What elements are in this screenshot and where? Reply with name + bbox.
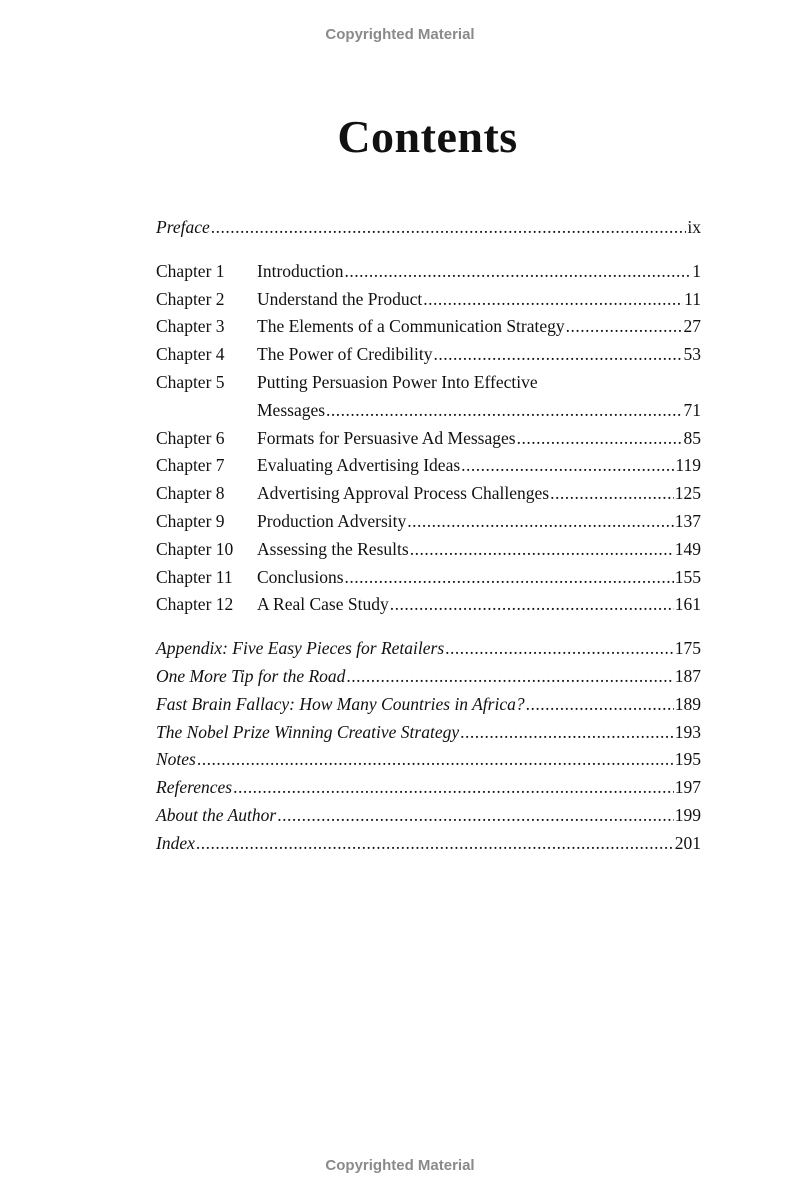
chapter-number: Chapter 7 [156, 455, 225, 476]
toc-entry-chapter-12[interactable] [156, 591, 701, 619]
toc-page-number: 161 [674, 594, 701, 615]
chapter-number: Chapter 1 [156, 260, 225, 281]
dot-leader [345, 258, 692, 286]
chapter-number: Chapter 3 [156, 316, 225, 337]
dot-leader [461, 452, 674, 480]
toc-page-number: 149 [674, 538, 701, 559]
toc-entry-title: About the Author [156, 804, 277, 825]
chapter-title: Assessing the Results [257, 538, 409, 559]
dot-leader [196, 830, 674, 858]
chapter-number: Chapter 11 [156, 566, 233, 587]
dot-leader [345, 564, 674, 592]
toc-entry-chapter-6[interactable] [156, 425, 701, 453]
toc-entry-chapter-5[interactable] [156, 369, 701, 397]
toc-page-number: 193 [674, 721, 701, 742]
toc-entry-chapter-11[interactable] [156, 564, 701, 592]
toc-page-number: ix [687, 217, 701, 237]
toc-page-number: 27 [683, 316, 701, 337]
chapter-title: Evaluating Advertising Ideas [257, 455, 461, 476]
dot-leader [566, 313, 683, 341]
toc-page-number: 53 [683, 344, 701, 365]
toc-entry-title: References [156, 777, 233, 798]
toc-entry-chapter-4[interactable] [156, 341, 701, 369]
toc-page-number: 11 [684, 288, 701, 309]
chapter-title-line-2: Messages [257, 399, 326, 420]
dot-leader [211, 214, 687, 242]
chapter-number: Chapter 8 [156, 483, 225, 504]
toc-entry-fast-brain-fallacy[interactable] [156, 691, 701, 719]
chapter-title: A Real Case Study [257, 594, 389, 615]
toc-entry-chapter-3[interactable] [156, 313, 701, 341]
toc-page-number: 197 [674, 777, 701, 798]
chapter-number: Chapter 6 [156, 427, 225, 448]
dot-leader [346, 663, 673, 691]
toc-entry-title: Preface [156, 217, 210, 237]
dot-leader [407, 508, 674, 536]
chapter-title: The Power of Credibility [257, 344, 433, 365]
copyright-watermark-top: Copyrighted Material [325, 26, 475, 43]
toc-page-number: 201 [674, 832, 701, 853]
toc-page-number: 137 [674, 510, 701, 531]
toc-page-number: 85 [683, 427, 701, 448]
toc-entry-title: Notes [156, 749, 196, 770]
toc-entry-chapter-9[interactable] [156, 508, 701, 536]
toc-entry-chapter-1[interactable] [156, 258, 701, 286]
dot-leader [423, 286, 683, 314]
chapter-number: Chapter 5 [156, 371, 225, 392]
chapter-title: Understand the Product [257, 288, 423, 309]
toc-page-number: 155 [674, 566, 701, 587]
chapter-number: Chapter 4 [156, 344, 225, 365]
chapter-number: Chapter 2 [156, 288, 225, 309]
dot-leader [445, 635, 674, 663]
copyright-watermark-bottom: Copyrighted Material [325, 1157, 475, 1174]
chapter-title: Formats for Persuasive Ad Messages [257, 427, 516, 448]
dot-leader [550, 480, 674, 508]
table-of-contents [156, 214, 701, 858]
toc-page-number: 175 [674, 638, 701, 659]
toc-entry-appendix[interactable] [156, 635, 701, 663]
chapter-title: Production Adversity [257, 510, 407, 531]
toc-page-number: 125 [674, 483, 701, 504]
toc-entry-notes[interactable] [156, 746, 701, 774]
chapter-number: Chapter 9 [156, 510, 225, 531]
toc-entry-chapter-8[interactable] [156, 480, 701, 508]
dot-leader [410, 536, 674, 564]
toc-page-number: 195 [674, 749, 701, 770]
toc-page-number: 199 [674, 804, 701, 825]
chapter-title: Introduction [257, 260, 344, 281]
dot-leader [460, 719, 674, 747]
toc-entry-preface[interactable] [156, 214, 701, 242]
dot-leader [197, 746, 674, 774]
toc-entry-about-the-author[interactable] [156, 802, 701, 830]
toc-entry-title: One More Tip for the Road [156, 665, 346, 686]
toc-entry-title: The Nobel Prize Winning Creative Strategy [156, 721, 460, 742]
dot-leader [233, 774, 674, 802]
toc-entry-nobel-prize[interactable] [156, 719, 701, 747]
dot-leader [326, 397, 682, 425]
dot-leader [526, 691, 674, 719]
toc-entry-chapter-10[interactable] [156, 536, 701, 564]
toc-entry-title: Fast Brain Fallacy: How Many Countries in Africa? [156, 693, 525, 714]
toc-entry-chapter-2[interactable] [156, 286, 701, 314]
chapter-title: Conclusions [257, 566, 344, 587]
dot-leader [390, 591, 674, 619]
toc-page-number: 71 [683, 399, 701, 420]
toc-entry-one-more-tip[interactable] [156, 663, 701, 691]
toc-page-number: 189 [674, 693, 701, 714]
dot-leader [277, 802, 674, 830]
page-title: Contents [337, 111, 518, 162]
toc-entry-title: Appendix: Five Easy Pieces for Retailers [156, 638, 445, 659]
toc-entry-index[interactable] [156, 830, 701, 858]
chapter-title-line-1: Putting Persuasion Power Into Effective [257, 371, 538, 392]
toc-entry-references[interactable] [156, 774, 701, 802]
toc-entry-title: Index [156, 832, 195, 853]
chapter-title: Advertising Approval Process Challenges [257, 483, 550, 504]
dot-leader [433, 341, 682, 369]
dot-leader [517, 425, 683, 453]
toc-page-number: 187 [674, 665, 701, 686]
chapter-title: The Elements of a Communication Strategy [257, 316, 565, 337]
toc-entry-chapter-7[interactable] [156, 452, 701, 480]
toc-entry-chapter-5-continued[interactable] [156, 397, 701, 425]
chapter-number: Chapter 10 [156, 538, 234, 559]
toc-page-number: 1 [692, 260, 701, 281]
chapter-number: Chapter 12 [156, 594, 234, 615]
toc-page-number: 119 [675, 455, 701, 476]
